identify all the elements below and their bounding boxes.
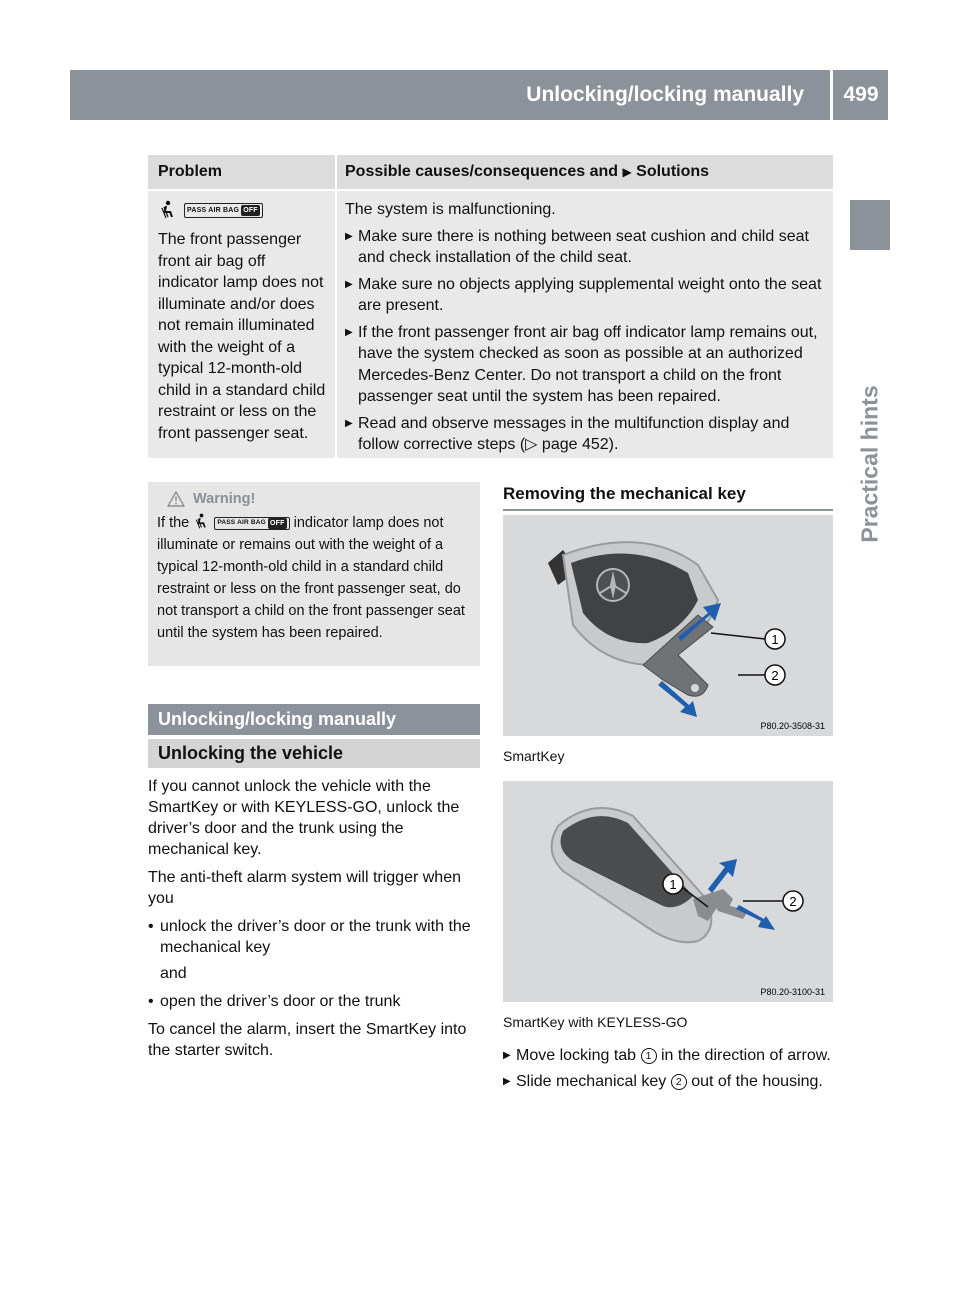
bullet-text: open the driver’s door or the trunk [160,993,401,1010]
step-arrow-icon: ▶ [345,417,353,429]
bullet-item [148,916,484,958]
side-tab-label: Practical hints [856,385,883,543]
paragraph: To cancel the alarm, insert the SmartKey into the starter switch. [148,1021,467,1059]
removal-step [503,1071,838,1093]
solutions-intro: The system is malfunctioning. [345,201,556,218]
troubleshooting-table [148,155,833,458]
section-body [148,776,484,1068]
solution-step-text: Make sure there is nothing between seat cushion and child seat and check installation of the child seat. [358,227,809,266]
badge-text: PASS AIR BAG [217,518,266,526]
bullet-icon: • [148,918,154,935]
step1-pre: Move locking tab [516,1047,637,1064]
indicator-icons [158,199,329,221]
pass-air-bag-off-icon [214,517,289,530]
bullet-text: unlock the driver’s door or the trunk with the mechanical key [160,918,471,956]
removal-steps [503,1043,838,1097]
figure-code: P80.20-3100-31 [760,987,825,997]
table-header-problem: Problem [148,155,335,189]
removal-step [503,1045,838,1067]
page-title: Unlocking/locking manually [526,83,804,106]
removing-key-heading: Removing the mechanical key [503,482,833,511]
solution-step [345,226,827,269]
smartkey-illustration [503,515,833,736]
smartkey-figure [503,515,833,736]
problem-text: The front passenger front air bag off indicator lamp does not illuminate and/or does not remain illuminated with the weight of a typical 12-month-old child in a standard child restraint or less on the front passenger seat. [158,231,326,442]
step-arrow-icon: ▶ [345,278,353,290]
paragraph: The anti-theft alarm system will trigger when you [148,869,461,907]
solution-step [345,322,827,408]
callout-1: 1 [669,877,677,892]
figure-code: P80.20-3508-31 [760,721,825,731]
figure-caption: SmartKey with KEYLESS-GO [503,1014,688,1030]
keyless-go-illustration [503,781,833,1002]
callout-2: 2 [789,894,797,909]
header-solutions-suffix: Solutions [636,163,710,180]
warning-heading [167,488,472,510]
warning-title: Warning! [193,491,256,507]
step-arrow-icon: ▶ [345,326,353,338]
header-divider [830,70,833,120]
step-arrow-icon: ▶ [345,230,353,242]
step1-post: in the direction of arrow. [660,1047,831,1064]
step2-pre: Slide mechanical key [516,1073,667,1090]
paragraph: If you cannot unlock the vehicle with the SmartKey or with KEYLESS-GO, unlock the driver’s door and the trunk using the mechanical key. [148,778,460,858]
seated-passenger-icon [158,200,178,220]
solution-step [345,274,827,317]
pass-air-bag-off-icon [184,203,263,218]
last-step-prefix: Read and observe messages in the multifunction display and follow corrective steps ( [358,414,790,453]
table-cell-problem [148,191,335,458]
section-heading: Unlocking/locking manually [148,704,480,735]
callout-1-marker: 1 [641,1048,657,1064]
page-number: 499 [843,83,879,106]
badge-off-text: OFF [269,519,285,527]
subsection-heading: Unlocking the vehicle [148,739,480,768]
solution-step-text: If the front passenger front air bag off indicator lamp remains out, have the system checked as soon as possible at an authorized Mercedes-Benz Center. Do not transport a child on the front passenger seat until the system has been repaired. [358,323,818,405]
conjunction: and [160,965,187,982]
triangle-right-icon: ▶ [622,165,632,179]
badge-off-text: OFF [243,206,258,214]
step-arrow-icon: ▶ [503,1050,511,1061]
callout-2-marker: 2 [671,1074,687,1090]
figure-caption: SmartKey [503,748,565,764]
table-header-solutions [337,155,833,189]
solution-step-text: Make sure no objects applying supplemental weight onto the seat are present. [358,275,822,314]
bullet-item [148,991,484,1012]
warning-text-prefix: If the [157,515,190,531]
warning-triangle-icon [167,491,185,507]
bullet-icon: • [148,993,154,1010]
side-tab-marker [850,200,890,250]
step2-post: out of the housing. [691,1073,823,1090]
warning-box [148,482,480,666]
removal-step-text [516,1071,823,1093]
removal-step-text [516,1045,831,1067]
side-tab [850,258,890,670]
keyless-go-figure [503,781,833,1002]
callout-1: 1 [771,632,779,647]
page-ref-icon: ▷ [525,436,542,453]
badge-text: PASS AIR BAG [187,206,240,214]
page-ref-link[interactable]: page 452). [541,436,619,453]
callout-2: 2 [771,668,779,683]
warning-text-suffix: indicator lamp does not illuminate or remains out with the weight of a typical 12-month-old child in a standard child restraint or less on the front passenger seat, do not transport a child on the front passenger seat until the system has been repaired. [157,515,465,641]
warning-text [157,512,472,644]
header-solutions-prefix: Possible causes/consequences and [345,163,619,180]
step-arrow-icon: ▶ [503,1076,511,1087]
seated-passenger-icon [193,513,210,530]
table-cell-solutions [337,191,833,458]
solution-step [345,413,827,456]
solution-step-text [358,413,827,456]
